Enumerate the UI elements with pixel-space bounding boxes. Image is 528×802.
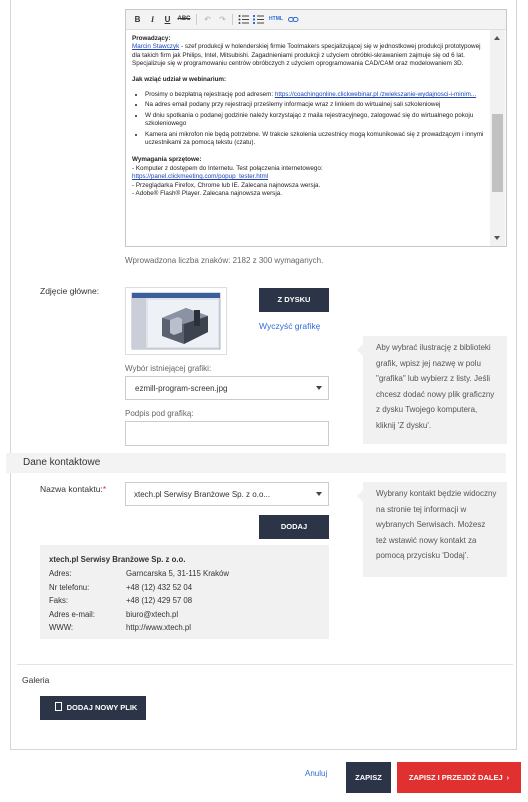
contact-help-tip: Wybrany kontakt będzie widoczny na stronie tej informacji w wybranych Serwisach. Możesz też wstawić nowy kontakt za pomocą przycisku 'Dodaj'.	[363, 482, 507, 577]
contact-row-value: Garncarska 5, 31-115 Kraków	[126, 569, 229, 578]
contact-row-label: Nr telefonu:	[49, 583, 90, 592]
leader-name-link[interactable]: Marcin Stawczyk	[132, 43, 180, 51]
existing-image-label: Wybór istniejącej grafiki:	[125, 364, 212, 373]
cancel-link[interactable]: Anuluj	[305, 769, 328, 778]
clear-image-link[interactable]: Wyczyść grafikę	[259, 321, 321, 331]
select-value: xtech.pl Serwisy Branżowe Sp. z o.o...	[134, 490, 271, 499]
html-icon[interactable]: HTML	[269, 16, 283, 22]
chevron-down-icon	[316, 492, 322, 496]
list-item: • Na adres email podany przy rejestracji prześlemy informacje wraz z linkiem do wirtualnej sali szkoleniowej	[145, 101, 486, 109]
leader-description: - szef produkcji w holenderskiej firmie Toolmakers specjalizującej się w jednostkowej produkcji prototypowej dla takich firm jak Philips, Intel, Mitsubishi. Zagadnieniami produkcji z użyciem obróbki-skrawaniem zajmuje się od 6 lat. Specjalizuje się w programowaniu centrów obróbczych z użyciem oprogramowania CAD/CAM oraz modelowaniem 3D.	[132, 43, 481, 68]
image-thumbnail	[125, 287, 227, 355]
chevron-right-icon: ›	[506, 773, 510, 782]
heading-participation: Jak wziąć udział w webinarium:	[132, 75, 227, 83]
italic-icon[interactable]: I	[150, 15, 155, 24]
link-icon[interactable]	[288, 14, 299, 25]
registration-link[interactable]: https://coachingonline.clickwebinar.pl /zwiekszanie-wydajnosci-i-minim...	[274, 91, 477, 99]
connection-test-link[interactable]: https://panel.clickmeeting.com/popup_tester.html	[132, 173, 269, 181]
gallery-title: Galeria	[22, 675, 50, 685]
file-icon	[55, 702, 62, 711]
strikethrough-icon[interactable]: ABC	[177, 16, 191, 22]
caption-label: Podpis pod grafiką:	[125, 409, 194, 418]
underline-icon[interactable]: U	[164, 15, 171, 24]
contact-select[interactable]	[125, 482, 329, 506]
save-button[interactable]: ZAPISZ	[346, 762, 391, 793]
contact-row-value: biuro@xtech.pl	[126, 610, 179, 619]
program-screen-image	[126, 288, 226, 354]
contact-section-title: Dane kontaktowe	[23, 457, 101, 468]
list-item: • W dniu spotkania o podanej godzinie należy korzystając z maila rejestracyjnego, zalogować się do wirtualnego pokoju szkoleniowego	[145, 112, 486, 129]
bulleted-list-icon[interactable]	[238, 14, 249, 25]
editor-content[interactable]	[132, 35, 486, 245]
contact-row-label: Faks:	[49, 596, 69, 605]
numbered-list-icon[interactable]	[253, 14, 264, 25]
contact-row-value: +48 (12) 429 57 08	[126, 596, 193, 605]
bold-icon[interactable]: B	[134, 15, 141, 24]
upload-from-disk-button[interactable]: Z DYSKU	[259, 288, 329, 312]
scrollbar-thumb[interactable]	[492, 114, 503, 192]
char-count: Wprowadzona liczba znaków: 2182 z 300 wymaganych.	[125, 256, 324, 265]
rich-text-editor[interactable]	[125, 9, 507, 247]
requirement-item: - Komputer z dostępem do Internetu. Test połączenia internetowego:	[132, 164, 323, 172]
scroll-down-icon[interactable]	[494, 236, 500, 240]
contact-row-value: http://www.xtech.pl	[126, 623, 192, 632]
chevron-down-icon	[316, 386, 322, 390]
add-new-file-button[interactable]: DODAJ NOWY PLIK	[40, 696, 146, 720]
requirement-item: - Przeglądarka Firefox, Chrome lub IE. Zalecana najnowsza wersja.	[132, 181, 321, 189]
required-mark: *	[102, 484, 107, 494]
contact-card	[40, 545, 329, 639]
add-contact-button[interactable]: DODAJ	[259, 515, 329, 539]
heading-leader: Prowadzący:	[132, 35, 171, 42]
save-and-continue-button[interactable]: ZAPISZ I PRZEJDŹ DALEJ ›	[397, 762, 521, 793]
undo-icon[interactable]: ↶	[204, 15, 211, 24]
section-divider	[17, 664, 513, 665]
contact-section-header	[6, 453, 506, 473]
redo-icon[interactable]: ↷	[219, 15, 226, 24]
existing-image-select[interactable]	[125, 376, 329, 400]
scroll-up-icon[interactable]	[494, 36, 500, 40]
heading-requirements: Wymagania sprzętowe:	[132, 156, 202, 164]
caption-input[interactable]	[125, 421, 329, 446]
contact-row-label: WWW:	[49, 623, 74, 632]
contact-row-label: Adres e-mail:	[49, 610, 95, 619]
main-image-label: Zdjęcie główne:	[40, 286, 100, 296]
image-help-tip: Aby wybrać ilustrację z biblioteki grafik, wpisz jej nazwę w polu "grafika" lub wybierz z listy. Jeśli chcesz dodać nowy plik graficzny z dysku Twojego komputera, kliknij 'Z dysku'.	[363, 336, 507, 444]
contact-name-label: Nazwa kontaktu:*	[40, 484, 107, 494]
editor-scrollbar[interactable]	[490, 30, 505, 246]
editor-toolbar	[126, 10, 506, 30]
requirement-item: - Adobe® Flash® Player. Zalecana najnowsza wersja.	[132, 190, 282, 198]
list-item: • Kamera ani mikrofon nie będą potrzebne. W trakcie szkolenia uczestnicy mogą komunikować się z prowadzącym i innymi uczestnikami za pomocą tekstu (czatu).	[145, 131, 486, 148]
contact-card-name: xtech.pl Serwisy Branżowe Sp. z o.o.	[49, 555, 186, 564]
contact-row-value: +48 (12) 432 52 04	[126, 583, 193, 592]
contact-row-label: Adres:	[49, 569, 72, 578]
list-item: • Prosimy o bezpłatną rejestrację pod adresem: https://coachingonline.clickwebinar.pl /zwiekszanie-wydajnosci-i-minim...	[145, 91, 486, 99]
select-value: ezmill-program-screen.jpg	[135, 384, 228, 393]
